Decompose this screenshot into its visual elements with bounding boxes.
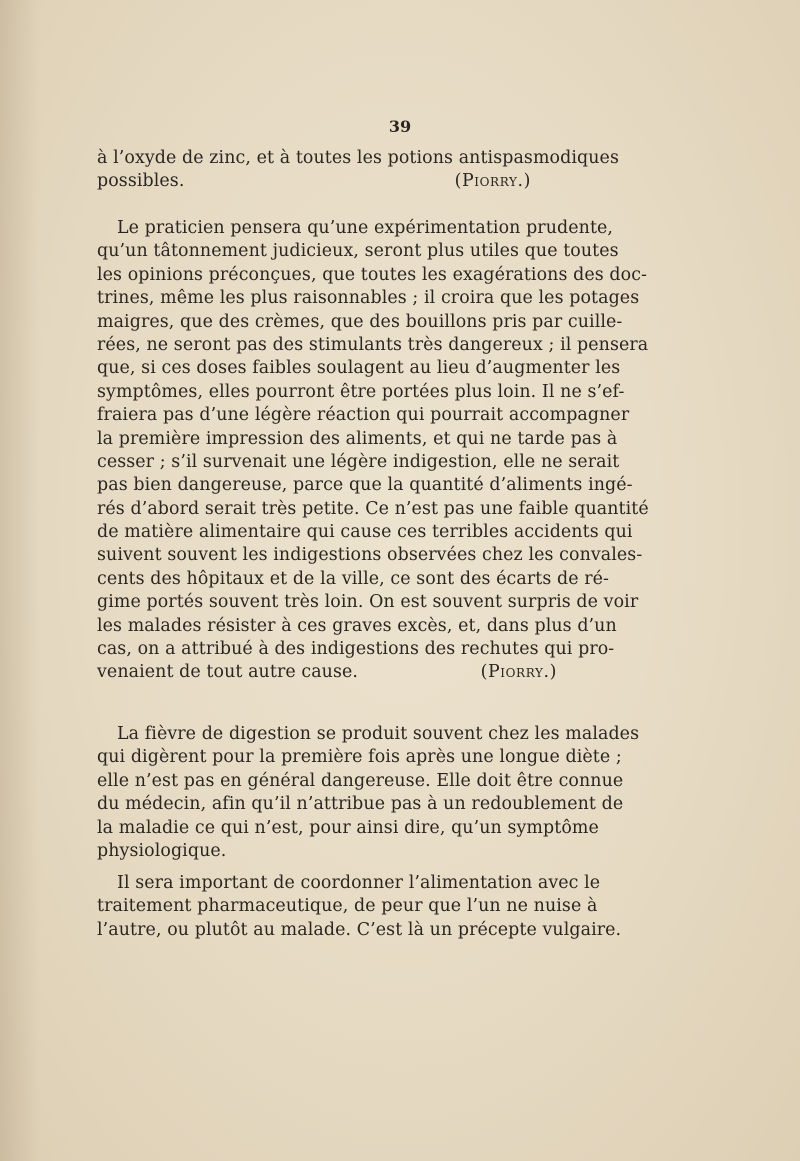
- text-line: cas, on a attribué à des indigestions des rechutes qui pro-: [97, 639, 615, 660]
- text-line: à l’oxyde de zinc, et à toutes les potions antispasmodiques: [97, 148, 619, 168]
- paragraph-2: [97, 217, 649, 685]
- text-line: elle n’est pas en général dangereuse. Elle doit être connue: [97, 770, 624, 791]
- text-line: maigres, que des crèmes, que des bouillons pris par cuille-: [97, 311, 623, 332]
- text-line: les malades résister à ces graves excès, et, dans plus d’un: [97, 615, 617, 636]
- text-line: La fièvre de digestion se produit souvent chez les malades: [117, 724, 640, 744]
- text-line: fraiera pas d’une légère réaction qui pourrait accompagner: [97, 405, 630, 426]
- page-number: 39: [388, 117, 412, 136]
- text-line: trines, même les plus raisonnables ; il croira que les potages: [97, 288, 640, 309]
- text-line-with-citation: [97, 661, 587, 684]
- text-line: suivent souvent les indigestions observées chez les convales-: [97, 545, 643, 566]
- text-line: pas bien dangereuse, parce que la quantité d’aliments ingé-: [97, 475, 633, 496]
- text-line: physiologique.: [97, 840, 227, 861]
- text-line: rées, ne seront pas des stimulants très dangereux ; il pensera: [97, 334, 649, 355]
- paragraph-3: [97, 723, 640, 863]
- text-line: rés d’abord serait très petite. Ce n’est pas une faible quantité: [97, 498, 649, 519]
- text-line: du médecin, afin qu’il n’attribue pas à un redoublement de: [97, 794, 624, 815]
- text-line: traitement pharmaceutique, de peur que l’un ne nuise à: [97, 896, 598, 917]
- citation: (Piorry.): [480, 662, 557, 683]
- text-line: de matière alimentaire qui cause ces terribles accidents qui: [97, 522, 633, 543]
- text-line: la maladie ce qui n’est, pour ainsi dire, qu’un symptôme: [97, 817, 599, 838]
- text-line: Le praticien pensera qu’une expérimentation prudente,: [117, 218, 614, 238]
- text-line: cesser ; s’il survenait une légère indigestion, elle ne serait: [97, 451, 620, 472]
- text-line: cents des hôpitaux et de la ville, ce sont des écarts de ré-: [97, 568, 610, 589]
- paragraph-4: [97, 872, 622, 942]
- text-line-with-citation: [97, 170, 587, 193]
- text-line: la première impression des aliments, et qui ne tarde pas à: [97, 428, 618, 449]
- paragraph-1: [97, 147, 619, 194]
- citation: (Piorry.): [454, 171, 531, 192]
- text-line-end: possibles.: [97, 171, 185, 192]
- text-line: l’autre, ou plutôt au malade. C’est là un précepte vulgaire.: [97, 919, 622, 940]
- text-line: les opinions préconçues, que toutes les exagérations des doc-: [97, 264, 648, 285]
- text-line: que, si ces doses faibles soulagent au lieu d’augmenter les: [97, 358, 621, 379]
- text-line: Il sera important de coordonner l’alimentation avec le: [117, 873, 601, 893]
- text-line-end: venaient de tout autre cause.: [97, 662, 359, 683]
- text-line: qu’un tâtonnement judicieux, seront plus utiles que toutes: [97, 241, 619, 262]
- page-edge-shadow: [0, 0, 40, 1161]
- text-line: symptômes, elles pourront être portées plus loin. Il ne s’ef-: [97, 381, 625, 402]
- text-line: gime portés souvent très loin. On est souvent surpris de voir: [97, 592, 639, 613]
- text-line: qui digèrent pour la première fois après une longue diète ;: [97, 747, 622, 768]
